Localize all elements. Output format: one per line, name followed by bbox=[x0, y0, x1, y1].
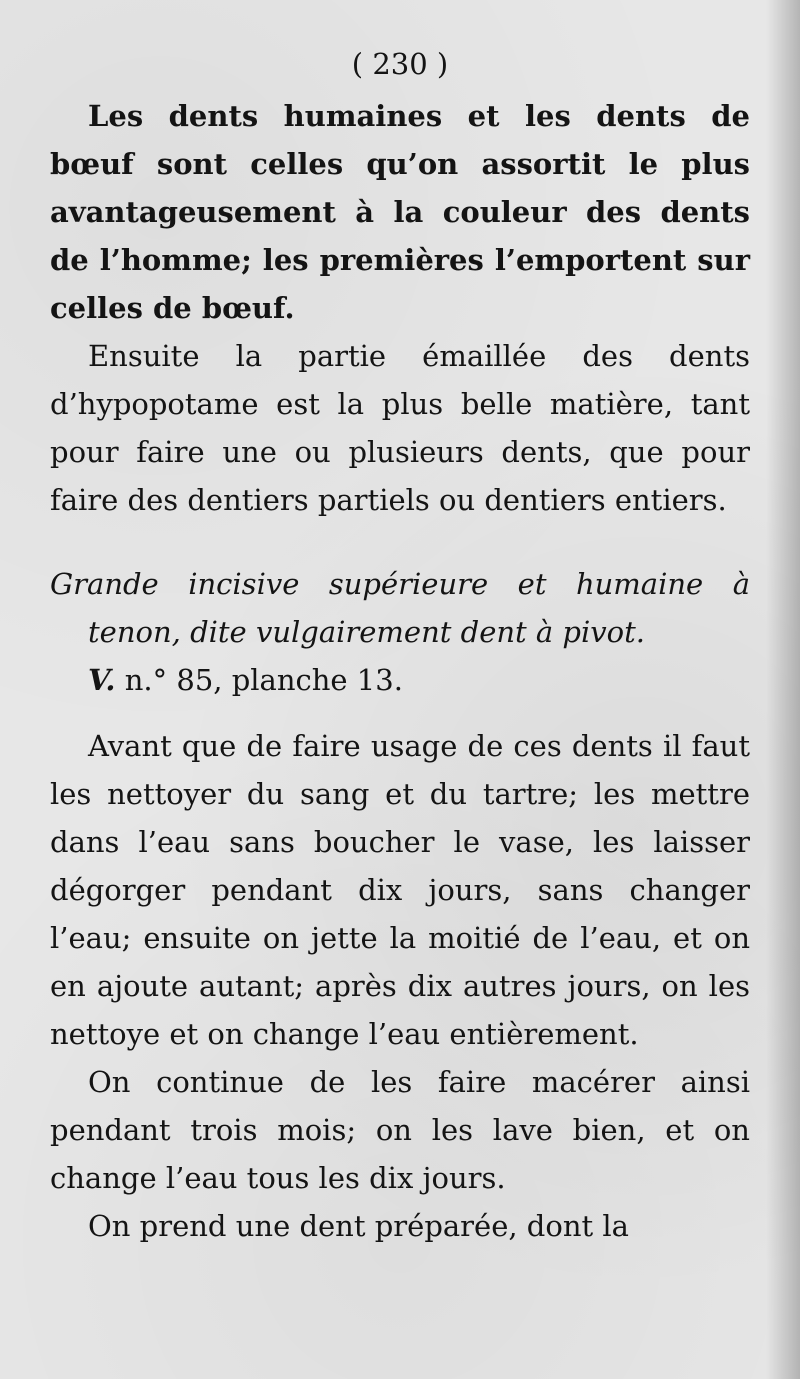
section-heading bbox=[50, 560, 750, 704]
paragraph-2: Ensuite la partie émaillée des dents d’hypopotame est la plus belle matière, tant pour faire une ou plusieurs dents, que pour faire des dentiers partiels ou dentiers entiers. bbox=[50, 339, 750, 517]
page-edge-shadow bbox=[766, 0, 800, 1379]
heading-reference-v: V. bbox=[88, 663, 116, 697]
heading-reference: n.° 85, planche 13. bbox=[124, 663, 403, 697]
heading-title: Grande incisive supérieure et humaine à tenon, dite vulgairement dent à pivot. bbox=[50, 567, 750, 649]
paragraph-5: On prend une dent préparée, dont la bbox=[88, 1209, 629, 1243]
paragraph-3: Avant que de faire usage de ces dents il faut les nettoyer du sang et du tartre; les mettre dans l’eau sans boucher le vase, les laisser dégorger pendant dix jours, sans changer l’eau; ensuite on jette la moitié de l’eau, et on en ajoute autant; après dix autres jours, on les nettoye et on change l’eau entièrement. bbox=[50, 729, 750, 1051]
page-number: ( 230 ) bbox=[351, 47, 449, 81]
paragraph-1: Les dents humaines et les dents de bœuf sont celles qu’on assortit le plus avantageusement à la couleur des dents de l’homme; les premières l’emportent sur celles de bœuf. bbox=[50, 99, 750, 325]
paragraph-4: On continue de les faire macérer ainsi pendant trois mois; on les lave bien, et on change l’eau tous les dix jours. bbox=[50, 1065, 750, 1195]
page-text bbox=[50, 40, 750, 1250]
